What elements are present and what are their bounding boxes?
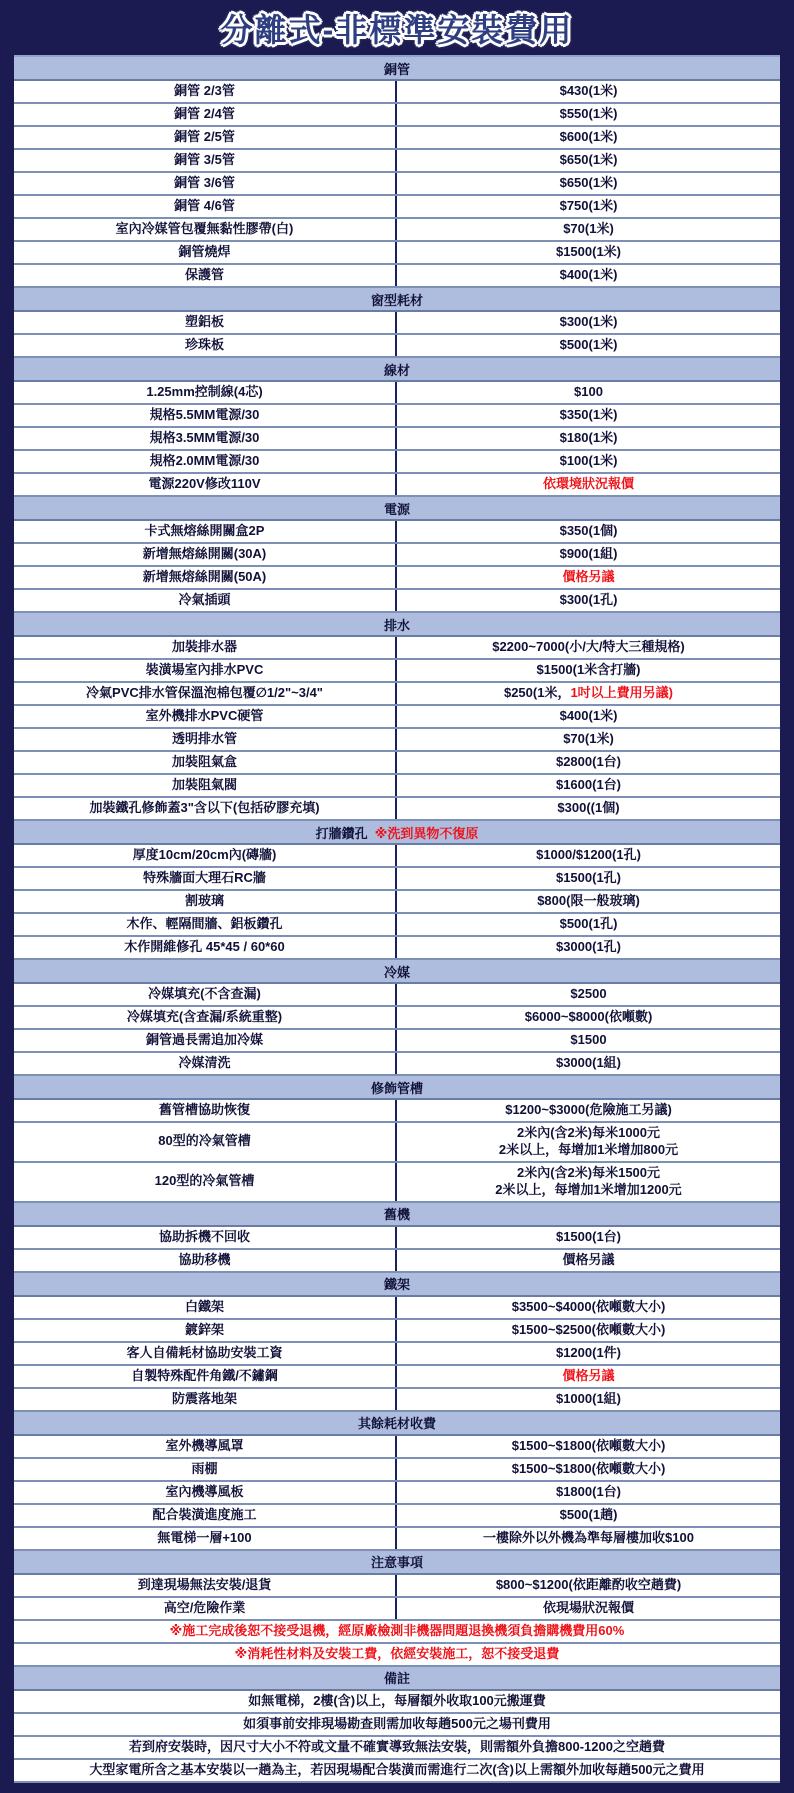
table-row [14,984,780,1007]
table-row [14,1250,780,1273]
section-header [14,1203,780,1227]
table-row [14,752,780,775]
item-price: 一樓除外以外機為準每層樓加收$100 [483,1529,694,1545]
section-header [14,821,780,845]
item-name: 規格5.5MM電源/30 [14,405,397,426]
item-price: $1500~$1800(依噸數大小) [511,1460,666,1476]
item-name: 銅管 2/5管 [14,127,397,148]
item-name: 室外機排水PVC硬管 [14,706,397,727]
price-line: 2米內(含2米)每米1000元 [516,1125,661,1140]
item-price: $2800(1台) [555,754,622,770]
section-title: 電源 [383,501,410,517]
item-name: 裝潢場室內排水PVC [14,660,397,681]
note-text: ※消耗性材料及安裝工費，依經安裝施工，恕不接受退費 [234,1645,560,1661]
table-row [14,173,780,196]
item-price: 價格另議 [562,1251,615,1267]
table-row [14,1320,780,1343]
item-price: $400(1米) [559,708,618,724]
table-row [14,706,780,729]
table-row [14,1737,780,1760]
table-row [14,150,780,173]
section-header [14,1412,780,1436]
item-name: 新增無熔絲開關(50A) [14,567,397,588]
item-name: 80型的冷氣管槽 [14,1123,397,1161]
section-title: 銅管 [383,61,410,77]
table-row [14,845,780,868]
table-row [14,451,780,474]
item-price: $1000/$1200(1孔) [536,847,641,863]
table-row [14,242,780,265]
table-row [14,1389,780,1412]
section-title: 鐵架 [383,1277,410,1293]
section-title: 備註 [383,1671,410,1687]
table-row [14,798,780,821]
note-text: 大型家電所含之基本安裝以一趟為主，若因現場配合裝潢而需進行二次(含)以上需額外加收每趟500元之費用 [89,1761,705,1777]
item-price: $800(限一般玻璃) [537,893,640,909]
item-price: $750(1米) [559,198,618,214]
item-price: $300(1米) [559,314,618,330]
item-name: 銅管 4/6管 [14,196,397,217]
item-price: $2500 [570,986,607,1002]
table-row [14,914,780,937]
table-row [14,1714,780,1737]
item-price: $70(1米) [563,221,614,237]
item-name: 室內機導風板 [14,1482,397,1503]
item-name: 厚度10cm/20cm內(磚牆) [14,845,397,866]
table-row [14,1528,780,1551]
item-price: $1600(1台) [555,777,622,793]
item-name: 配合裝潢進度施工 [14,1505,397,1526]
item-price: $500(1米) [559,337,618,353]
item-price: $300(1孔) [559,592,618,608]
item-name: 銅管燒焊 [14,242,397,263]
table-row [14,219,780,242]
item-price: $900(1組) [559,546,618,562]
item-name: 到達現場無法安裝/退貨 [14,1575,397,1596]
item-name: 自製特殊配件角鐵/不鏽鋼 [14,1366,397,1387]
item-name: 鍍鋅架 [14,1320,397,1341]
note-text: 若到府安裝時，因尺寸大小不符或文量不確實導致無法安裝，則需額外負擔800-1200之空趟費 [129,1738,665,1754]
item-name: 卡式無熔絲開關盒2P [14,521,397,542]
item-name: 銅管 2/3管 [14,81,397,102]
item-name: 白鐵架 [14,1297,397,1318]
table-row [14,335,780,358]
item-name: 透明排水管 [14,729,397,750]
table-row [14,1621,780,1644]
item-name: 冷媒填充(含查漏/系統重整) [14,1007,397,1028]
item-name: 加裝阻氣閥 [14,775,397,796]
table-row [14,891,780,914]
item-price: $1500(1孔) [555,870,622,886]
table-row [14,1644,780,1667]
item-price: 依環境狀況報價 [542,476,634,492]
item-name: 特殊牆面大理石RC牆 [14,868,397,889]
section-header [14,1551,780,1575]
item-price: $100(1米) [559,453,618,469]
item-name: 客人自備耗材協助安裝工資 [14,1343,397,1364]
table-row [14,567,780,590]
item-name: 防震落地架 [14,1389,397,1410]
item-name: 加裝阻氣盒 [14,752,397,773]
item-name: 冷媒清洗 [14,1053,397,1074]
table-row [14,1163,780,1203]
table-row [14,637,780,660]
item-price: $6000~$8000(依噸數) [524,1009,653,1025]
table-row [14,590,780,613]
item-price: $650(1米) [559,152,618,168]
section-title: 注意事項 [370,1555,423,1571]
item-price: 價格另議 [562,569,615,585]
table-row [14,1482,780,1505]
section-title: 窗型耗材 [370,292,423,308]
item-name: 銅管 3/5管 [14,150,397,171]
table-row [14,1436,780,1459]
table-row [14,265,780,288]
item-price: $1500 [570,1032,607,1048]
item-price: 價格另議 [562,1367,615,1383]
price-line: 2米內(含2米)每米1500元 [516,1164,661,1180]
page-title: 分離式-非標準安裝費用 [220,12,574,48]
item-name: 新增無熔絲開關(30A) [14,544,397,565]
item-price: $1500~$1800(依噸數大小) [511,1437,666,1453]
section-header [14,960,780,984]
item-name: 銅管 3/6管 [14,173,397,194]
item-price: $1200(1件) [555,1344,622,1360]
price-table [14,55,780,1783]
item-price: $3000(1孔) [555,939,622,955]
note-text: 如須事前安排現場勘查則需加收每趟500元之場刊費用 [243,1715,551,1731]
table-row [14,683,780,706]
table-row [14,1760,780,1783]
table-row [14,1598,780,1621]
section-header [14,497,780,521]
item-name: 木作開維修孔 45*45 / 60*60 [14,937,397,958]
section-title: 其餘耗材收費 [357,1416,436,1432]
item-name: 規格3.5MM電源/30 [14,428,397,449]
item-price: $500(1孔) [559,916,618,932]
table-row [14,428,780,451]
section-title: 舊機 [383,1207,410,1223]
item-price: 依現場狀況報價 [542,1599,634,1615]
item-price: $350(1個) [559,523,618,539]
price-part: 1吋以上費用另議) [570,685,674,701]
item-price: $550(1米) [559,106,618,122]
table-row [14,1030,780,1053]
section-header [14,1667,780,1691]
item-price: $500(1趟) [559,1506,618,1522]
section-title: 修飾管槽 [370,1080,423,1096]
section-title: 打牆鑽孔 [315,825,368,841]
note-text: ※施工完成後恕不接受退機，經原廠檢測非機器問題退換機須負擔購機費用60% [169,1622,625,1638]
table-row [14,521,780,544]
item-name: 割玻璃 [14,891,397,912]
item-price: $800~$1200(依距離酌收空趟費) [495,1576,682,1592]
item-price: $650(1米) [559,175,618,191]
table-row [14,1053,780,1076]
item-name: 加裝排水器 [14,637,397,658]
section-header [14,1273,780,1297]
item-price: $180(1米) [559,430,618,446]
table-row [14,868,780,891]
item-price [397,1123,780,1161]
item-name: 冷媒填充(不含查漏) [14,984,397,1005]
item-name: 120型的冷氣管槽 [14,1163,397,1201]
table-row [14,937,780,960]
item-name: 加裝鐵孔修飾蓋3"含以下(包括矽膠充填) [14,798,397,819]
price-line: 2米以上，每增加1米增加800元 [498,1141,679,1157]
section-title: 線材 [383,362,410,378]
item-name: 保護管 [14,265,397,286]
section-note: ※洗到異物不復原 [374,825,479,841]
item-price: $1000(1組) [555,1390,622,1406]
item-name: 室內冷媒管包覆無黏性膠帶(白) [14,219,397,240]
section-header [14,57,780,81]
table-row [14,127,780,150]
item-name: 室外機導風罩 [14,1436,397,1457]
item-price: $1500(1台) [555,1228,622,1244]
table-row [14,81,780,104]
item-name: 珍珠板 [14,335,397,356]
table-row [14,1007,780,1030]
section-title: 排水 [383,617,410,633]
item-name: 規格2.0MM電源/30 [14,451,397,472]
table-row [14,1297,780,1320]
table-row [14,544,780,567]
section-header [14,358,780,382]
item-price: $1500~$2500(依噸數大小) [511,1321,666,1337]
table-row [14,1505,780,1528]
item-name: 協助拆機不回收 [14,1227,397,1248]
item-price: $350(1米) [559,407,618,423]
section-title: 冷媒 [383,964,410,980]
item-price: $1800(1台) [555,1483,622,1499]
item-price: $70(1米) [563,731,614,747]
section-header [14,1076,780,1100]
table-row [14,1123,780,1163]
table-row [14,729,780,752]
price-line: 2米以上，每增加1米增加1200元 [495,1181,682,1197]
item-name: 銅管過長需追加冷媒 [14,1030,397,1051]
item-price: $1500(1米) [555,244,622,260]
item-name: 無電梯一層+100 [14,1528,397,1549]
item-name: 銅管 2/4管 [14,104,397,125]
item-price: $300((1個) [557,800,620,816]
table-row [14,196,780,219]
item-name: 雨棚 [14,1459,397,1480]
table-row [14,405,780,428]
item-price: $1200~$3000(危險施工另議) [505,1102,672,1118]
item-name: 協助移機 [14,1250,397,1271]
table-row [14,775,780,798]
item-name: 1.25mm控制線(4芯) [14,382,397,403]
table-row [14,1575,780,1598]
item-price: $430(1米) [559,83,618,99]
item-name: 冷氣插頭 [14,590,397,611]
item-name: 電源220V修改110V [14,474,397,495]
table-row [14,1691,780,1714]
item-price: $3500~$4000(依噸數大小) [511,1298,666,1314]
item-price: $100 [574,384,603,400]
table-row [14,1459,780,1482]
item-name: 木作、輕隔間牆、鋁板鑽孔 [14,914,397,935]
note-text: 如無電梯，2樓(含)以上，每層額外收取100元搬運費 [248,1692,546,1708]
item-price: $400(1米) [559,267,618,283]
item-price: $3000(1組) [555,1055,622,1071]
item-price: $2200~7000(小/大/特大三種規格) [492,639,685,655]
table-row [14,1227,780,1250]
price-part: $250(1米， [503,685,571,701]
item-price: $1500(1米含打牆) [536,662,641,678]
item-price [397,1163,780,1201]
table-row [14,1100,780,1123]
item-price: $600(1米) [559,129,618,145]
table-row [14,312,780,335]
table-row [14,382,780,405]
table-row [14,660,780,683]
table-row [14,474,780,497]
item-name: 塑鋁板 [14,312,397,333]
item-name: 舊管槽協助恢復 [14,1100,397,1121]
item-price [397,683,780,704]
table-row [14,1343,780,1366]
item-name: 冷氣PVC排水管保溫泡棉包覆∅1/2"~3/4" [14,683,397,704]
section-header [14,288,780,312]
item-name: 高空/危險作業 [14,1598,397,1619]
section-header [14,613,780,637]
table-row [14,1366,780,1389]
table-row [14,104,780,127]
